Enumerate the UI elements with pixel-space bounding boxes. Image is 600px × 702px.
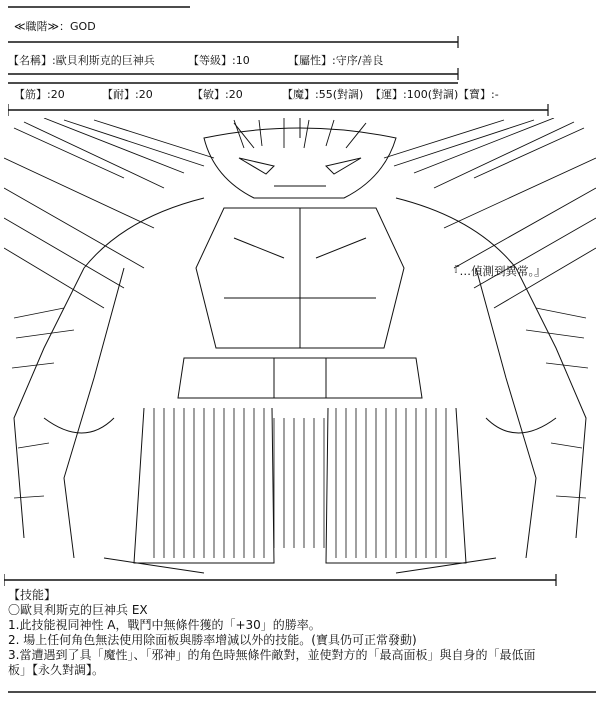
- legs-hatching: [154, 408, 446, 558]
- skill-line-3: 3.當遭遇到了具「魔性」、「邪神」的角色時無條件敵對，並使對方的「最高面板」與自身的「最低面: [8, 648, 536, 662]
- legs-outline: [104, 408, 496, 573]
- stat-luck: 【運】:100(對調): [370, 88, 459, 101]
- speech-detect-anomaly: 『…偵測到異常。』: [448, 264, 546, 278]
- attribute-label: 【屬性】:守序/善良: [288, 54, 384, 67]
- torso: [196, 208, 404, 348]
- skill-line-1: 1.此技能視同神性 A，戰鬥中無條件獲的「+30」的勝率。: [8, 618, 321, 632]
- skills-heading: 【技能】: [8, 588, 57, 602]
- skill-name: 〇歐貝利斯克的巨神兵 EX: [8, 603, 148, 617]
- ascii-art-obelisk: [4, 118, 596, 578]
- level-label: 【等級】:10: [188, 54, 250, 67]
- stat-noble-phantasm: 【寶】:-: [458, 88, 499, 101]
- skill-line-4: 板」【永久對調】。: [8, 663, 105, 677]
- stat-magic: 【魔】:55(對調): [282, 88, 364, 101]
- skill-line-2: 2. 場上任何角色無法使用除面板與勝率增減以外的技能。(寶具仍可正常發動): [8, 633, 417, 647]
- skills-section: [4, 574, 596, 698]
- obelisk-illustration: [4, 118, 596, 578]
- belt: [178, 358, 422, 398]
- stat-endurance: 【耐】:20: [102, 88, 153, 101]
- stat-strength: 【筋】:20: [14, 88, 65, 101]
- stat-agility: 【敏】:20: [192, 88, 243, 101]
- head: [204, 128, 396, 198]
- crest: [234, 118, 366, 148]
- rank-label: ≪職階≫：GOD: [14, 20, 96, 33]
- name-label: 【名稱】:歐貝利斯克的巨神兵: [8, 54, 155, 67]
- status-header: [8, 4, 592, 116]
